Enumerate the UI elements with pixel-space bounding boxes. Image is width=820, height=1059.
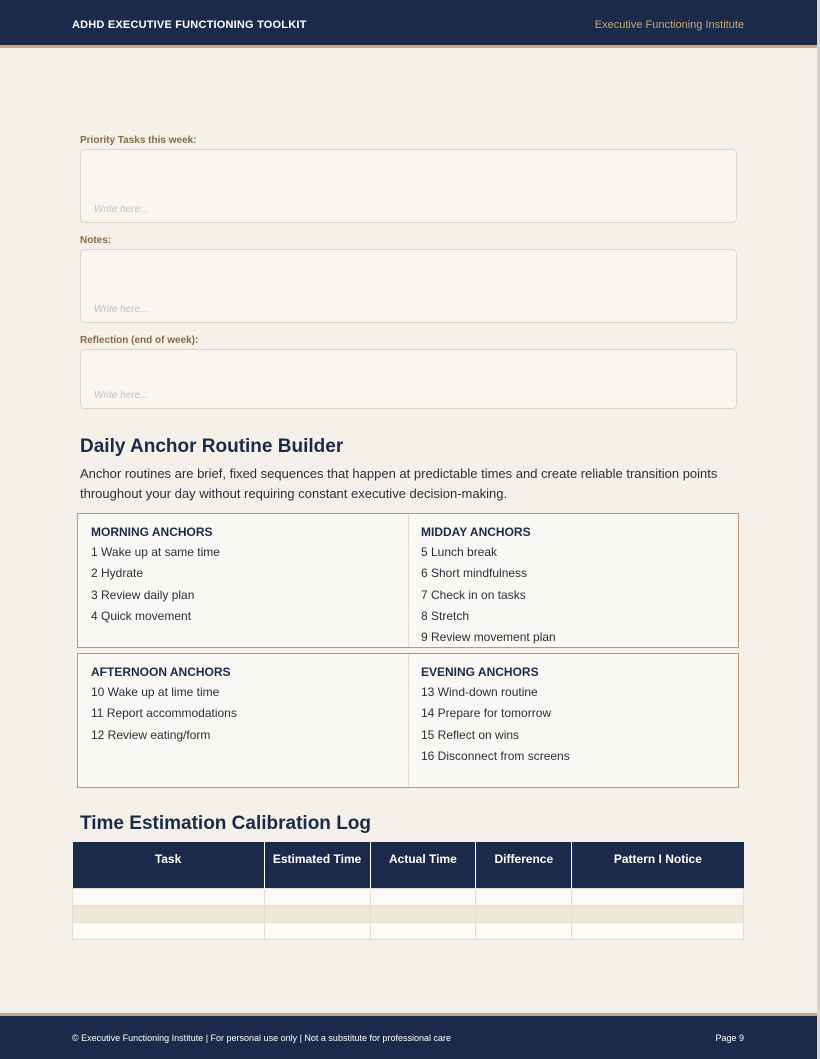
anchor-item: 2 Hydrate <box>91 566 144 581</box>
notes-field[interactable] <box>80 249 737 323</box>
reflection-placeholder: Write here... <box>94 390 149 401</box>
routine-section-title: Daily Anchor Routine Builder <box>80 436 344 457</box>
anchor-heading: MIDDAY ANCHORS <box>421 525 531 539</box>
table-cell[interactable] <box>476 922 572 939</box>
calibration-log-table <box>72 842 744 940</box>
table-cell[interactable] <box>264 888 370 905</box>
table-cell[interactable] <box>370 888 476 905</box>
evening-anchors-block <box>408 654 738 787</box>
table-cell[interactable] <box>476 888 572 905</box>
notes-label: Notes: <box>80 235 112 246</box>
anchor-item: 14 Prepare for tomorrow <box>421 706 552 721</box>
anchor-heading: EVENING ANCHORS <box>421 665 539 679</box>
table-cell[interactable] <box>572 888 744 905</box>
column-header-actual-time: Actual Time <box>370 842 476 888</box>
column-header-difference: Difference <box>476 842 572 888</box>
anchor-item: 8 Stretch <box>421 608 470 623</box>
table-cell[interactable] <box>73 922 265 939</box>
footer-disclaimer: © Executive Functioning Institute | For personal use only | Not a substitute for professional care <box>72 1033 451 1043</box>
column-header-pattern: Pattern I Notice <box>572 842 744 888</box>
priority-tasks-field[interactable] <box>80 149 737 223</box>
anchor-heading: MORNING ANCHORS <box>91 525 213 539</box>
table-row <box>73 888 744 905</box>
afternoon-anchors-block <box>78 654 408 787</box>
table-cell[interactable] <box>572 905 744 922</box>
table-cell[interactable] <box>572 922 744 939</box>
table-row <box>73 922 744 939</box>
page-number: Page 9 <box>715 1033 744 1043</box>
anchor-item: 10 Wake up at lime time <box>91 685 220 699</box>
page-footer <box>0 1013 817 1059</box>
anchor-row-top <box>77 513 739 648</box>
table-cell[interactable] <box>73 905 265 922</box>
anchor-item: 13 Wind-down routine <box>421 685 538 699</box>
column-header-estimated-time: Estimated Time <box>264 842 370 888</box>
anchor-item: 12 Review eating/form <box>91 727 211 742</box>
table-cell[interactable] <box>264 905 370 922</box>
routine-intro: Anchor routines are brief, fixed sequences that happen at predictable times and create reliable transition points throughout your day without requiring constant executive decision-making. <box>80 466 718 501</box>
table-cell[interactable] <box>73 888 265 905</box>
anchor-heading: AFTERNOON ANCHORS <box>91 665 231 679</box>
anchor-item: 9 Review movement plan <box>421 630 556 645</box>
table-header-row <box>73 842 744 888</box>
anchor-item: 1 Wake up at same time <box>91 545 220 559</box>
header-organization: Executive Functioning Institute <box>594 19 744 31</box>
table-cell[interactable] <box>370 905 476 922</box>
table-cell[interactable] <box>476 905 572 922</box>
table-cell[interactable] <box>370 922 476 939</box>
anchor-item: 7 Check in on tasks <box>421 587 526 602</box>
log-section-title: Time Estimation Calibration Log <box>80 813 372 834</box>
priority-tasks-label: Priority Tasks this week: <box>80 135 197 146</box>
priority-tasks-placeholder: Write here... <box>94 204 149 215</box>
anchor-item: 11 Report accommodations <box>91 706 237 721</box>
anchor-item: 16 Disconnect from screens <box>421 748 570 763</box>
anchor-item: 6 Short mindfulness <box>421 566 528 581</box>
anchor-item: 5 Lunch break <box>421 545 498 559</box>
page-header <box>0 0 817 48</box>
anchor-row-bottom <box>77 653 739 788</box>
anchor-item: 15 Reflect on wins <box>421 727 520 742</box>
morning-anchors-block <box>78 514 408 647</box>
table-cell[interactable] <box>264 922 370 939</box>
notes-placeholder: Write here... <box>94 304 149 315</box>
midday-anchors-block <box>408 514 738 647</box>
header-title: ADHD EXECUTIVE FUNCTIONING TOOLKIT <box>72 19 307 31</box>
anchor-item: 4 Quick movement <box>91 608 192 623</box>
anchor-item: 3 Review daily plan <box>91 587 195 602</box>
column-header-task: Task <box>73 842 265 888</box>
reflection-label: Reflection (end of week): <box>80 335 199 346</box>
reflection-field[interactable] <box>80 349 737 409</box>
table-row <box>73 905 744 922</box>
